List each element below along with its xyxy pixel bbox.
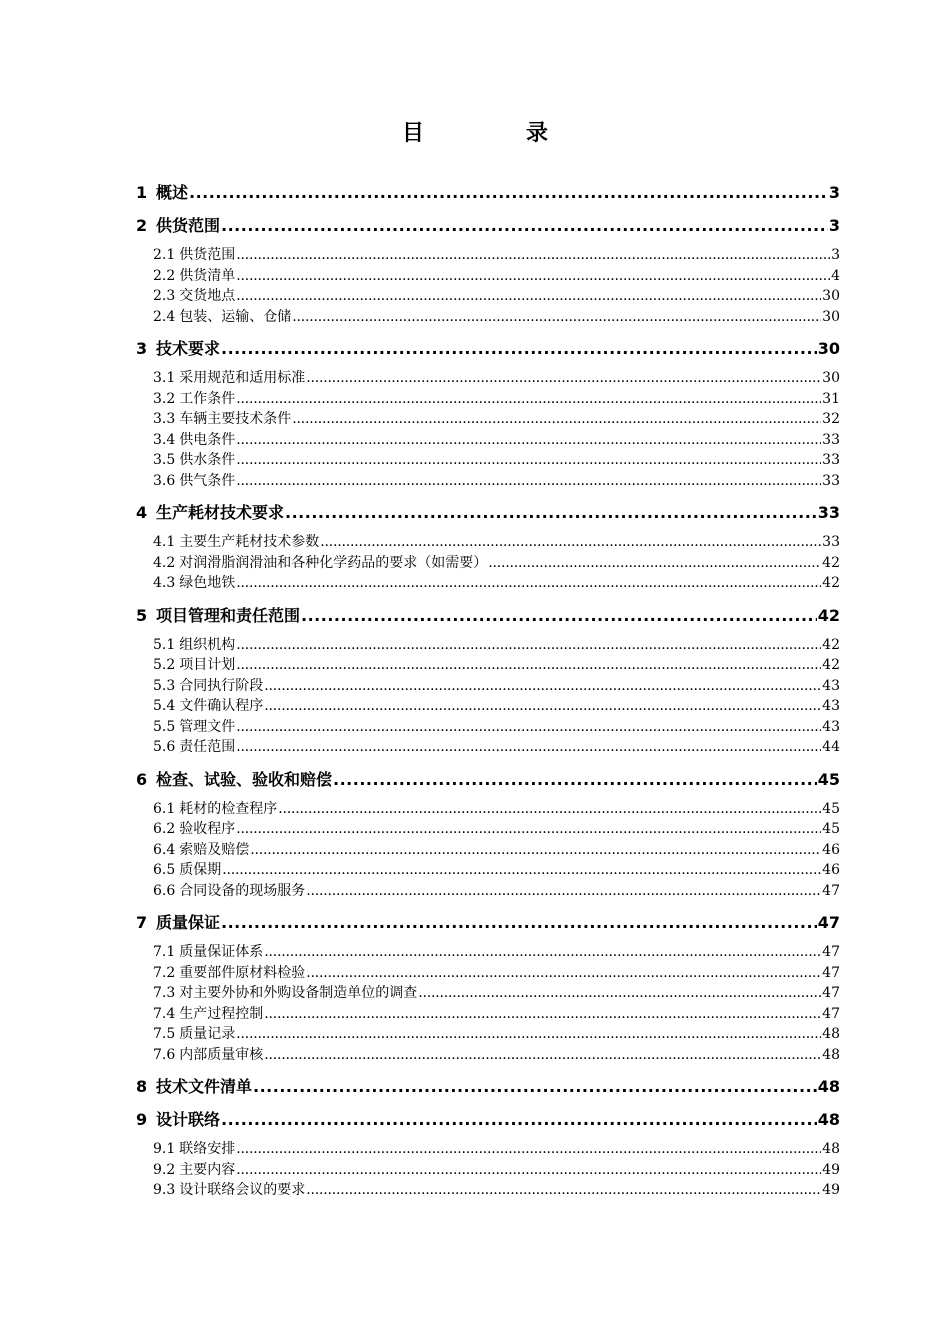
dot-leader	[236, 245, 830, 266]
dot-leader	[301, 605, 817, 627]
dot-leader	[236, 266, 830, 287]
toc-entry-level1[interactable]	[136, 215, 840, 237]
subsection-title: 设计联络会议的要求	[179, 1182, 306, 1198]
page-number: 33	[822, 431, 840, 448]
toc-entry-level2[interactable]	[136, 1024, 840, 1045]
toc-entry-level2[interactable]	[136, 245, 840, 266]
dot-leader	[306, 1180, 821, 1201]
dot-leader	[236, 430, 821, 451]
table-of-contents	[136, 182, 840, 1201]
page-number: 4	[831, 267, 840, 284]
dot-leader	[253, 1076, 817, 1098]
toc-entry-level2[interactable]	[136, 799, 840, 820]
page-number: 33	[817, 503, 840, 522]
dot-leader	[264, 942, 821, 963]
subsection-number: 3.1	[153, 370, 176, 386]
subsection-number: 5.5	[153, 718, 176, 735]
toc-section	[136, 1076, 840, 1098]
toc-title: 目 录	[401, 120, 588, 146]
toc-entry-level2[interactable]	[136, 963, 840, 984]
page-number: 49	[822, 1182, 840, 1198]
subsection-title: 质量记录	[179, 1026, 236, 1042]
dot-leader	[264, 696, 821, 717]
toc-entry-level1[interactable]	[136, 502, 840, 524]
subsection-number: 7.1	[153, 944, 176, 960]
page-number: 42	[822, 554, 840, 571]
dot-leader	[292, 307, 821, 328]
toc-entry-level2[interactable]	[136, 1160, 840, 1181]
toc-entry-level2[interactable]	[136, 942, 840, 963]
section-number: 7	[136, 913, 148, 932]
subsection-title: 组织机构	[179, 636, 236, 653]
section-number: 5	[136, 605, 148, 625]
subsection-number: 2.4	[153, 308, 176, 325]
toc-entry-level2[interactable]	[136, 450, 840, 471]
dot-leader	[236, 655, 821, 676]
subsection-number: 7.3	[153, 985, 176, 1001]
subsection-number: 9.2	[153, 1161, 176, 1178]
page-number: 47	[822, 882, 840, 899]
subsection-title: 供水条件	[179, 452, 236, 468]
subsection-number: 9.3	[153, 1182, 176, 1198]
toc-entry-level2[interactable]	[136, 819, 840, 840]
subsection-title: 耗材的检查程序	[179, 800, 278, 817]
subsection-title: 内部质量审核	[179, 1046, 264, 1063]
subsection-number: 7.2	[153, 964, 176, 981]
dot-leader	[285, 502, 817, 524]
toc-entry-level2[interactable]	[136, 1045, 840, 1066]
page-number: 33	[822, 452, 840, 468]
toc-section	[136, 1109, 840, 1201]
subsection-number: 2.2	[153, 267, 176, 284]
page-number: 47	[822, 1005, 840, 1022]
section-number: 6	[136, 769, 148, 789]
section-number: 9	[136, 1110, 148, 1129]
toc-section	[136, 182, 840, 204]
subsection-number: 2.3	[153, 288, 176, 304]
subsection-number: 3.6	[153, 472, 176, 489]
page-number: 43	[822, 677, 840, 694]
toc-entry-level2[interactable]	[136, 430, 840, 451]
toc-entry-level2[interactable]	[136, 368, 840, 389]
page-number: 49	[822, 1161, 840, 1178]
subsection-title: 采用规范和适用标准	[179, 370, 306, 386]
page-number: 48	[822, 1026, 840, 1042]
subsection-number: 7.5	[153, 1026, 176, 1042]
toc-entry-level2[interactable]	[136, 307, 840, 328]
toc-entry-level1[interactable]	[136, 769, 840, 791]
toc-entry-level2[interactable]	[136, 409, 840, 430]
subsection-title: 质保期	[179, 862, 222, 878]
toc-entry-level2[interactable]	[136, 532, 840, 553]
subsection-number: 3.2	[153, 390, 176, 407]
page-number: 42	[817, 605, 840, 625]
dot-leader	[264, 1045, 821, 1066]
toc-entry-level2[interactable]	[136, 1004, 840, 1025]
dot-leader	[236, 389, 821, 410]
toc-entry-level2[interactable]	[136, 573, 840, 594]
section-number: 4	[136, 503, 148, 522]
subsection-title: 绿色地铁	[179, 575, 236, 591]
toc-entry-level1[interactable]	[136, 1076, 840, 1098]
page-number: 3	[828, 216, 840, 235]
subsection-title: 对润滑脂润滑油和各种化学药品的要求（如需要）	[179, 554, 488, 571]
toc-entry-level2[interactable]	[136, 737, 840, 758]
page-number: 30	[817, 339, 840, 358]
page-number: 45	[817, 769, 840, 789]
section-number: 8	[136, 1077, 148, 1096]
subsection-number: 4.2	[153, 554, 176, 571]
dot-leader	[278, 799, 821, 820]
subsection-title: 质量保证体系	[179, 944, 264, 960]
dot-leader	[264, 1004, 821, 1025]
toc-entry-level2[interactable]	[136, 389, 840, 410]
toc-entry-level1[interactable]	[136, 605, 840, 627]
dot-leader	[333, 769, 817, 791]
page-number: 48	[817, 1077, 840, 1096]
page-number: 32	[822, 411, 840, 427]
subsection-number: 5.4	[153, 698, 176, 714]
page-number: 3	[828, 183, 840, 202]
dot-leader	[236, 737, 821, 758]
subsection-title: 合同设备的现场服务	[179, 882, 306, 899]
toc-entry-level2[interactable]	[136, 717, 840, 738]
subsection-title: 包装、运输、仓储	[179, 308, 292, 325]
dot-leader	[236, 286, 821, 307]
page-number: 43	[822, 698, 840, 714]
dot-leader	[236, 450, 821, 471]
page-number: 48	[822, 1046, 840, 1063]
toc-entry-level2[interactable]	[136, 881, 840, 902]
section-number: 1	[136, 183, 148, 202]
subsection-number: 4.1	[153, 534, 176, 550]
page-number: 47	[822, 964, 840, 981]
subsection-number: 6.5	[153, 862, 176, 878]
toc-section	[136, 502, 840, 594]
dot-leader	[250, 840, 821, 861]
subsection-number: 3.4	[153, 431, 176, 448]
dot-leader	[236, 1139, 821, 1160]
dot-leader	[306, 963, 821, 984]
toc-entry-level1[interactable]	[136, 912, 840, 934]
page-number: 30	[822, 308, 840, 325]
subsection-title: 验收程序	[179, 821, 236, 837]
page-number: 45	[822, 800, 840, 817]
toc-entry-level2[interactable]	[136, 1180, 840, 1201]
page-number: 31	[822, 390, 840, 407]
subsection-number: 5.1	[153, 636, 176, 653]
dot-leader	[221, 912, 817, 934]
dot-leader	[488, 553, 821, 574]
subsection-title: 主要内容	[179, 1161, 236, 1178]
subsection-title: 重要部件原材料检验	[179, 964, 306, 981]
section-title: 质量保证	[156, 913, 221, 932]
toc-section	[136, 215, 840, 327]
toc-entry-level1[interactable]	[136, 1109, 840, 1131]
page-number: 30	[822, 370, 840, 386]
dot-leader	[236, 1024, 821, 1045]
subsection-title: 责任范围	[179, 739, 236, 755]
toc-section	[136, 769, 840, 902]
section-title: 生产耗材技术要求	[156, 503, 285, 522]
toc-entry-level2[interactable]	[136, 676, 840, 697]
page-number: 46	[822, 862, 840, 878]
dot-leader	[221, 1109, 817, 1131]
subsection-title: 交货地点	[179, 288, 236, 304]
toc-section	[136, 338, 840, 491]
subsection-number: 7.6	[153, 1046, 176, 1063]
toc-entry-level2[interactable]	[136, 266, 840, 287]
toc-section	[136, 605, 840, 758]
subsection-number: 6.6	[153, 882, 176, 899]
dot-leader	[306, 368, 821, 389]
page-number: 47	[822, 985, 840, 1001]
dot-leader	[221, 338, 817, 360]
dot-leader	[236, 819, 821, 840]
subsection-title: 文件确认程序	[179, 698, 264, 714]
subsection-title: 供电条件	[179, 431, 236, 448]
toc-entry-level1[interactable]	[136, 338, 840, 360]
subsection-number: 3.5	[153, 452, 176, 468]
toc-section	[136, 912, 840, 1065]
page-number: 46	[822, 841, 840, 858]
toc-entry-level2[interactable]	[136, 286, 840, 307]
subsection-number: 9.1	[153, 1141, 176, 1157]
section-title: 概述	[156, 183, 189, 202]
subsection-title: 供货范围	[179, 247, 236, 263]
toc-entry-level2[interactable]	[136, 471, 840, 492]
dot-leader	[320, 532, 821, 553]
dot-leader	[236, 717, 821, 738]
toc-entry-level2[interactable]	[136, 840, 840, 861]
subsection-title: 对主要外协和外购设备制造单位的调查	[179, 985, 418, 1001]
dot-leader	[236, 1160, 821, 1181]
subsection-title: 管理文件	[179, 718, 236, 735]
section-title: 设计联络	[156, 1110, 221, 1129]
section-title: 项目管理和责任范围	[156, 605, 301, 625]
subsection-title: 项目计划	[179, 657, 236, 673]
section-title: 检查、试验、验收和赔偿	[156, 769, 333, 789]
section-title: 技术要求	[156, 339, 221, 358]
subsection-number: 6.4	[153, 841, 176, 858]
subsection-title: 联络安排	[179, 1141, 236, 1157]
toc-entry-level1[interactable]	[136, 182, 840, 204]
section-number: 2	[136, 216, 148, 235]
toc-entry-level2[interactable]	[136, 983, 840, 1004]
toc-entry-level2[interactable]	[136, 553, 840, 574]
dot-leader	[264, 676, 821, 697]
subsection-title: 主要生产耗材技术参数	[179, 534, 320, 550]
subsection-title: 索赔及赔偿	[179, 841, 250, 858]
dot-leader	[221, 215, 828, 237]
page-number: 33	[822, 534, 840, 550]
toc-entry-level2[interactable]	[136, 635, 840, 656]
page-number: 3	[831, 247, 840, 263]
subsection-title: 合同执行阶段	[179, 677, 264, 694]
subsection-number: 4.3	[153, 575, 176, 591]
subsection-number: 5.2	[153, 657, 176, 673]
subsection-number: 6.2	[153, 821, 176, 837]
subsection-number: 5.6	[153, 739, 176, 755]
subsection-number: 5.3	[153, 677, 176, 694]
subsection-title: 工作条件	[179, 390, 236, 407]
page-number: 48	[817, 1110, 840, 1129]
toc-entry-level2[interactable]	[136, 655, 840, 676]
dot-leader	[236, 471, 821, 492]
subsection-number: 6.1	[153, 800, 176, 817]
subsection-title: 车辆主要技术条件	[179, 411, 292, 427]
toc-entry-level2[interactable]	[136, 1139, 840, 1160]
dot-leader	[236, 573, 821, 594]
subsection-number: 7.4	[153, 1005, 176, 1022]
dot-leader	[418, 983, 821, 1004]
page-number: 42	[822, 657, 840, 673]
page-number: 42	[822, 636, 840, 653]
dot-leader	[236, 635, 821, 656]
subsection-number: 2.1	[153, 247, 176, 263]
subsection-number: 3.3	[153, 411, 176, 427]
page-number: 42	[822, 575, 840, 591]
dot-leader	[292, 409, 821, 430]
page-number: 44	[822, 739, 840, 755]
subsection-title: 供气条件	[179, 472, 236, 489]
dot-leader	[306, 881, 821, 902]
page-number: 47	[817, 913, 840, 932]
page-number: 45	[822, 821, 840, 837]
dot-leader	[189, 182, 828, 204]
section-title: 供货范围	[156, 216, 221, 235]
subsection-title: 供货清单	[179, 267, 236, 284]
page-number: 30	[822, 288, 840, 304]
page-number: 43	[822, 718, 840, 735]
subsection-title: 生产过程控制	[179, 1005, 264, 1022]
page-number: 47	[822, 944, 840, 960]
toc-entry-level2[interactable]	[136, 860, 840, 881]
page-number: 48	[822, 1141, 840, 1157]
dot-leader	[222, 860, 821, 881]
section-number: 3	[136, 339, 148, 358]
toc-entry-level2[interactable]	[136, 696, 840, 717]
section-title: 技术文件清单	[156, 1077, 253, 1096]
page-number: 33	[822, 472, 840, 489]
